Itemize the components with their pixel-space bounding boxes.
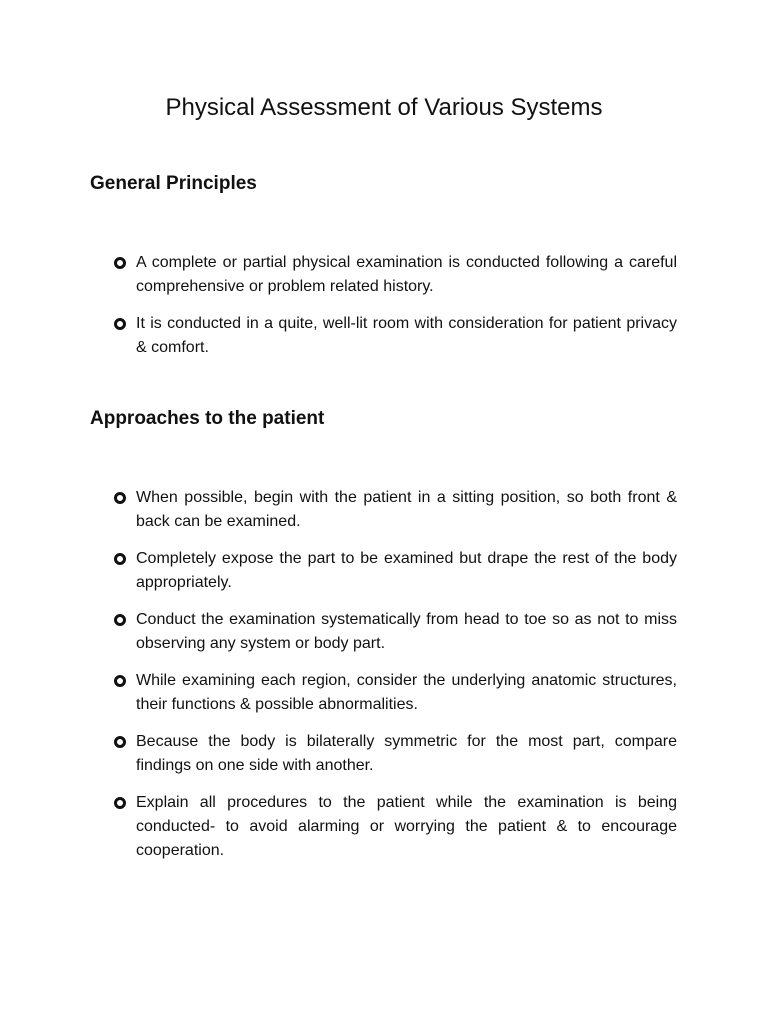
list-item (114, 251, 677, 299)
hollow-circle-bullet-icon (114, 797, 126, 809)
general-principles-list (114, 251, 677, 373)
list-item (114, 312, 677, 360)
section-heading-approaches: Approaches to the patient (90, 408, 325, 429)
list-item-text: A complete or partial physical examination is conducted following a careful comprehensive or problem related history. (136, 254, 677, 295)
list-item-text: While examining each region, consider the underlying anatomic structures, their functions & possible abnormalities. (136, 672, 677, 713)
document-title: Physical Assessment of Various Systems (165, 94, 603, 121)
list-item-text: Because the body is bilaterally symmetric for the most part, compare findings on one side with another. (136, 733, 677, 774)
hollow-circle-bullet-icon (114, 736, 126, 748)
list-item (114, 608, 677, 656)
hollow-circle-bullet-icon (114, 257, 126, 269)
approaches-list (114, 486, 677, 876)
list-item-text: Completely expose the part to be examined but drape the rest of the body appropriately. (136, 550, 677, 591)
list-item-text: It is conducted in a quite, well-lit room with consideration for patient privacy & comfort. (136, 315, 677, 356)
hollow-circle-bullet-icon (114, 553, 126, 565)
hollow-circle-bullet-icon (114, 318, 126, 330)
hollow-circle-bullet-icon (114, 614, 126, 626)
section-heading-general-principles: General Principles (90, 173, 257, 194)
list-item-text: Conduct the examination systematically from head to toe so as not to miss observing any system or body part. (136, 611, 677, 652)
hollow-circle-bullet-icon (114, 492, 126, 504)
list-item-text: When possible, begin with the patient in a sitting position, so both front & back can be examined. (136, 489, 677, 530)
hollow-circle-bullet-icon (114, 675, 126, 687)
list-item (114, 669, 677, 717)
list-item (114, 791, 677, 863)
list-item (114, 730, 677, 778)
list-item (114, 547, 677, 595)
list-item-text: Explain all procedures to the patient while the examination is being conducted- to avoid alarming or worrying the patient & to encourage cooperation. (136, 794, 677, 859)
list-item (114, 486, 677, 534)
